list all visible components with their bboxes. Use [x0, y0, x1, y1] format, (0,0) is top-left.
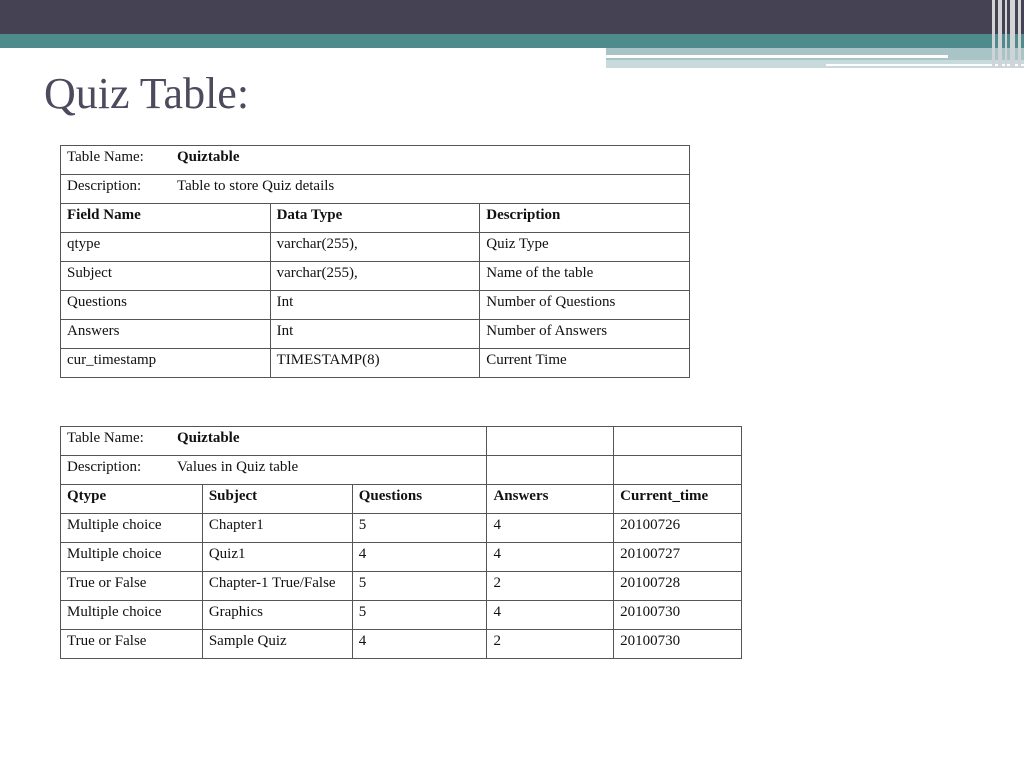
table-cell: 5	[352, 514, 487, 543]
table-row	[61, 262, 690, 291]
header-teal-band	[0, 34, 1024, 48]
column-header: Description	[480, 204, 690, 233]
table-cell: Chapter1	[202, 514, 352, 543]
column-header: Subject	[202, 485, 352, 514]
table-cell: qtype	[61, 233, 271, 262]
column-header: Current_time	[614, 485, 742, 514]
table-row	[61, 320, 690, 349]
table-cell: Current Time	[480, 349, 690, 378]
table-row	[61, 291, 690, 320]
table-name-cell	[61, 146, 690, 175]
table-row	[61, 514, 742, 543]
table-cell: 4	[352, 630, 487, 659]
column-header: Field Name	[61, 204, 271, 233]
table-cell: True or False	[61, 630, 203, 659]
table-name-value: Quiztable	[177, 430, 240, 446]
table-name-label: Table Name:	[67, 430, 144, 446]
description-row	[61, 456, 742, 485]
column-header: Questions	[352, 485, 487, 514]
description-cell	[61, 456, 487, 485]
table-cell: 5	[352, 572, 487, 601]
table-cell: 20100730	[614, 601, 742, 630]
header-vertical-stripes	[990, 0, 1024, 68]
table-cell: 5	[352, 601, 487, 630]
empty-cell	[614, 456, 742, 485]
table-cell: Int	[270, 320, 480, 349]
table-cell: TIMESTAMP(8)	[270, 349, 480, 378]
table-cell: varchar(255),	[270, 233, 480, 262]
table-cell: Answers	[61, 320, 271, 349]
table-name-value: Quiztable	[177, 149, 240, 165]
table-cell: 20100730	[614, 630, 742, 659]
table-cell: Int	[270, 291, 480, 320]
table-cell: 20100726	[614, 514, 742, 543]
table-cell: Questions	[61, 291, 271, 320]
table-cell: Multiple choice	[61, 514, 203, 543]
table-name-row	[61, 427, 742, 456]
table-row	[61, 572, 742, 601]
table-row	[61, 601, 742, 630]
header-row	[61, 204, 690, 233]
table-cell: cur_timestamp	[61, 349, 271, 378]
table-cell: Name of the table	[480, 262, 690, 291]
table-cell: 20100728	[614, 572, 742, 601]
table-name-row	[61, 146, 690, 175]
table-cell: Quiz Type	[480, 233, 690, 262]
description-cell	[61, 175, 690, 204]
column-header: Data Type	[270, 204, 480, 233]
description-row	[61, 175, 690, 204]
table-cell: 2	[487, 572, 614, 601]
empty-cell	[487, 427, 614, 456]
header-accent-line	[606, 55, 948, 58]
table-cell: Multiple choice	[61, 543, 203, 572]
header-row	[61, 485, 742, 514]
table-row	[61, 349, 690, 378]
table-cell: True or False	[61, 572, 203, 601]
table-row	[61, 233, 690, 262]
table-cell: Sample Quiz	[202, 630, 352, 659]
table-cell: Number of Answers	[480, 320, 690, 349]
description-label: Description:	[67, 459, 142, 475]
description-value: Table to store Quiz details	[177, 178, 335, 194]
table-cell: Number of Questions	[480, 291, 690, 320]
table-cell: 4	[352, 543, 487, 572]
table-name-cell	[61, 427, 487, 456]
header-light-band	[606, 48, 1024, 60]
column-header: Qtype	[61, 485, 203, 514]
description-label: Description:	[67, 178, 142, 194]
table-cell: 4	[487, 543, 614, 572]
empty-cell	[614, 427, 742, 456]
table-cell: Chapter-1 True/False	[202, 572, 352, 601]
values-table	[60, 426, 742, 659]
table-cell: varchar(255),	[270, 262, 480, 291]
table-name-label: Table Name:	[67, 149, 144, 165]
table-cell: 4	[487, 514, 614, 543]
table-cell: Subject	[61, 262, 271, 291]
slide-title: Quiz Table:	[44, 69, 250, 118]
header-dark-band	[0, 0, 1024, 34]
column-header: Answers	[487, 485, 614, 514]
schema-table	[60, 145, 690, 378]
table-cell: Graphics	[202, 601, 352, 630]
table-row	[61, 630, 742, 659]
table-cell: Quiz1	[202, 543, 352, 572]
empty-cell	[487, 456, 614, 485]
table-row	[61, 543, 742, 572]
table-cell: 2	[487, 630, 614, 659]
table-cell: 20100727	[614, 543, 742, 572]
table-cell: Multiple choice	[61, 601, 203, 630]
description-value: Values in Quiz table	[177, 459, 299, 475]
table-cell: 4	[487, 601, 614, 630]
